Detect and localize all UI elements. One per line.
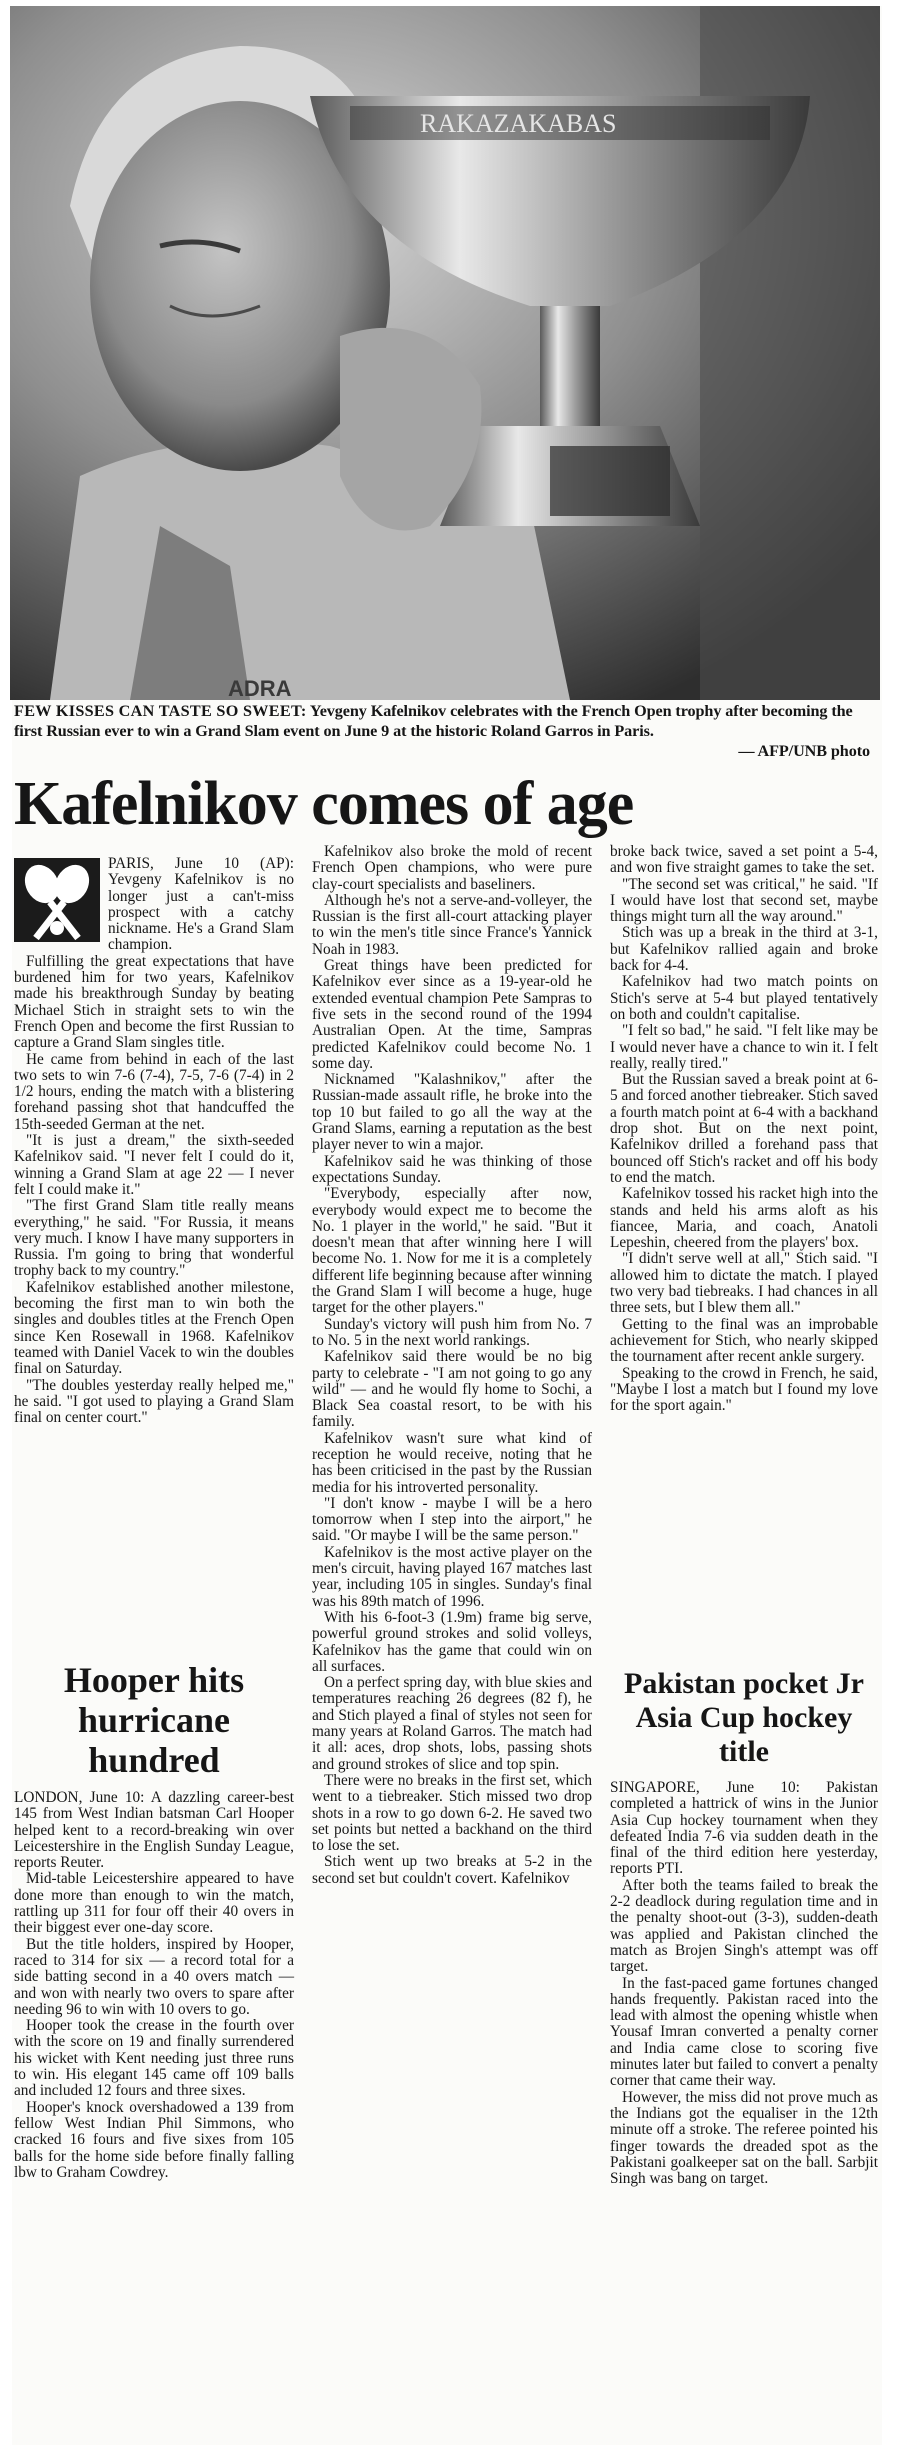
article-paragraph: There were no breaks in the first set, which went to a tiebreaker. Stich missed two drop shots in a row to go down 6-2. He saved two set points but netted a backhand on the third to lose the set.	[312, 1771, 592, 1855]
pakistan-paragraph: After both the teams failed to break the 2-2 deadlock during regulation time and in the penalty shoot-out (3-3), sudden-death was applied and Pakistan clinched the match as Brojen Singh's attempt was off target.	[610, 1876, 878, 1976]
hooper-headline: Hooper hits hurricane hundred	[63, 1660, 245, 1780]
article-paragraph: Stich went up two breaks at 5-2 in the second set but couldn't covert. Kafelnikov	[312, 1853, 592, 1887]
pakistan-headline: Pakistan pocket Jr Asia Cup hockey title	[624, 1667, 864, 1768]
crossed-tennis-rackets-icon	[14, 858, 100, 942]
article-paragraph: Stich was up a break in the third at 3-1, but Kafelnikov rallied again and broke back for 4-4.	[610, 924, 878, 975]
hooper-paragraph: LONDON, June 10: A dazzling career-best 145 from West Indian batsman Carl Hooper helped kent to a record-breaking win over Leicestershire in the English Sunday League, reports Reuter.	[14, 1789, 294, 1872]
article-paragraph: Kafelnikov is the most active player on the men's circuit, having played 167 matches last year, including 105 in singles. Sunday's final was his 89th match of 1996.	[312, 1543, 592, 1610]
pakistan-paragraph: SINGAPORE, June 10: Pakistan completed a hattrick of wins in the Junior Asia Cup hockey tournament when they defeated India 7-6 via sudden death in the final of the third edition here yesterday, reports PTI.	[610, 1779, 878, 1878]
article-paragraph: Nicknamed "Kalashnikov," after the Russian-made assault rifle, he broke into the top 10 but failed to go all the way at the Grand Slams, earning a reputation as the best player never to win a major.	[312, 1071, 592, 1154]
article-column-2	[312, 844, 592, 1887]
photo-caption	[14, 701, 876, 761]
article-paragraph: Kafelnikov tossed his racket high into the stands and held his arms aloft as his fiancee, Maria, and coach, Anatoli Lepeshin, cheered from the players' box.	[610, 1185, 878, 1252]
pakistan-paragraph: However, the miss did not prove much as the Indians got the equaliser in the 12th minute off a stroke. The referee pointed his finger towards the dreaded spot as the Pakistani goalkeeper sat on the ball. Sarbjit Singh was bang on target.	[610, 2088, 878, 2188]
article-paragraph: "Everybody, especially after now, everybody would expect me to become the No. 1 player in the world," he said. "But it doesn't mean that after winning here I will become No. 1. Now for me it is a completely different life beginning because after winning the Grand Slam I will become a huge, huge target for the other players."	[312, 1185, 592, 1317]
article-paragraph: Kafelnikov said he was thinking of those expectations Sunday.	[312, 1152, 592, 1186]
hooper-article	[14, 1790, 294, 2181]
hooper-paragraph: Hooper's knock overshadowed a 139 from fellow West Indian Phil Simmons, who cracked 16 fours and five sixes from 105 balls for the home side before finally falling lbw to Graham Cowdrey.	[14, 2098, 294, 2181]
main-headline: Kafelnikov comes of age	[14, 770, 634, 838]
article-paragraph: Although he's not a serve-and-volleyer, the Russian is the first all-court attacking player to win the men's title since France's Yannick Noah in 1983.	[312, 891, 592, 958]
caption-lead: FEW KISSES CAN TASTE SO SWEET:	[14, 702, 307, 720]
article-column-3	[610, 844, 878, 1414]
article-paragraph: broke back twice, saved a set point a 5-4, and won five straight games to take the set.	[610, 843, 878, 877]
article-paragraph: He came from behind in each of the last two sets to win 7-6 (7-4), 7-5, 7-6 (7-4) in 2 1/2 hours, ending the match with a blistering forehand passing shot that handcuffed the 15th-seeded German at the net.	[14, 1050, 294, 1133]
article-paragraph: PARIS, June 10 (AP): Yevgeny Kafelnikov is no longer just a can't-miss prospect with a catchy nickname. He's a Grand Slam champion.	[108, 855, 294, 954]
article-paragraph: "I didn't serve well at all," Stich said. "I allowed him to dictate the match. I played two very bad tiebreaks. I had chances in all three sets, but I blew them all."	[610, 1250, 878, 1317]
article-paragraph: "I felt so bad," he said. "I felt like may be I would never have a chance to win it. I felt really, really tired."	[610, 1022, 878, 1072]
article-paragraph: Kafelnikov established another milestone, becoming the first man to win both the singles and doubles titles at the French Open since Ken Rosewall in 1968. Kafelnikov teamed with Daniel Vacek to win the doubles final on Saturday.	[14, 1278, 294, 1378]
article-column-1	[14, 856, 294, 1426]
article-paragraph: "The first Grand Slam title really means everything," he said. "For Russia, it means very much. I know I have many supporters in Russia. I'm going to bring that wonderful trophy back to my country."	[14, 1197, 294, 1280]
trophy-engraving: RAKAZAKABAS	[420, 109, 617, 138]
article-paragraph: Great things have been predicted for Kafelnikov ever since as a 19-year-old he extended eventual champion Pete Sampras to five sets in the second round of the 1994 Australian Open. At the time, Sampras predicted Kafelnikov could become No. 1 some day.	[312, 957, 592, 1072]
article-paragraph: Kafelnikov wasn't sure what kind of reception he would receive, noting that he has been criticised in the past by the Russian media for his introverted personality.	[312, 1429, 592, 1496]
article-paragraph: With his 6-foot-3 (1.9m) frame big serve, powerful ground strokes and solid volleys, Kafelnikov has the game that could win on all surfaces.	[312, 1608, 592, 1675]
article-paragraph: Kafelnikov said there would be no big party to celebrate - "I am not going to go any wild" — and he would fly home to Sochi, a Black Sea coastal resort, to be with his family.	[312, 1348, 592, 1431]
article-paragraph: Fulfilling the great expectations that have burdened him for two years, Kafelnikov made his breakthrough Sunday by beating Michael Stich in straight sets to win the French Open and become the first Russian to capture a Grand Slam singles title.	[14, 952, 294, 1052]
article-paragraph: Kafelnikov also broke the mold of recent French Open champions, who were pure clay-court specialists and baseliners.	[312, 843, 592, 893]
shirt-logo: ADRA	[228, 676, 292, 700]
article-paragraph: Getting to the final was an improbable achievement for Stich, who nearly skipped the tournament after recent ankle surgery.	[610, 1315, 878, 1366]
article-paragraph: Speaking to the crowd in French, he said, "Maybe I lost a match but I found my love for the sport again."	[610, 1364, 878, 1415]
pakistan-article	[610, 1780, 878, 2187]
article-paragraph: But the Russian saved a break point at 6-5 and forced another tiebreaker. Stich saved a fourth match point at 6-4 with a backhand drop shot. But on the next point, Kafelnikov drilled a forehand pass that bounced off Stich's racket and off his body to end the match.	[610, 1071, 879, 1186]
article-paragraph: Kafelnikov had two match points on Stich's serve at 5-4 but played tentatively on both and couldn't capitalise.	[610, 973, 878, 1023]
hooper-paragraph: Mid-table Leicestershire appeared to have done more than enough to win the match, rattling up 311 for four off their 40 overs in their biggest ever one-day score.	[14, 1870, 294, 1937]
caption-text: Yevgeny Kafelnikov celebrates with the French Open trophy after becoming the first Russian ever to win a Grand Slam event on June 9 at the historic Roland Garros in Paris.	[14, 702, 853, 740]
article-paragraph: Sunday's victory will push him from No. 7 to No. 5 in the next world rankings.	[312, 1315, 592, 1349]
pakistan-paragraph: In the fast-paced game fortunes changed hands frequently. Pakistan raced into the lead with almost the opening whistle when Yousaf Imran converted a penalty corner and India came close to scoring five minutes later but failed to convert a penalty corner that came their way.	[610, 1974, 878, 2090]
article-paragraph: "The second set was critical," he said. "If I would have lost that second set, maybe things might turn all the way around."	[610, 875, 878, 926]
article-paragraph: "It is just a dream," the sixth-seeded Kafelnikov said. "I never felt I could do it, winning a Grand Slam at age 22 — I never felt I could make it."	[14, 1132, 294, 1198]
kafelnikov-trophy-photo	[10, 6, 880, 700]
photo-credit: — AFP/UNB photo	[738, 742, 870, 760]
photo-illustration	[10, 6, 880, 700]
article-paragraph: On a perfect spring day, with blue skies and temperatures reaching 26 degrees (82 f), he and Stich played a final of styles not seen for many years at Roland Garros. The match had it all: aces, drop shots, lobs, passing shots and ground strokes of slice and top spin.	[312, 1674, 592, 1773]
article-paragraph: "I don't know - maybe I will be a hero tomorrow when I step into the airport," he said. "Or maybe I will be the same person."	[312, 1494, 592, 1545]
article-paragraph: "The doubles yesterday really helped me," he said. "I got used to playing a Grand Slam final on center court."	[14, 1376, 294, 1427]
hooper-paragraph: But the title holders, inspired by Hooper, raced to 314 for six — a record total for a side batting second in a 40 overs match — and won with nearly two overs to spare after needing 96 to win with 10 overs to go.	[14, 1935, 294, 2018]
hooper-paragraph: Hooper took the crease in the fourth over with the score on 19 and finally surrendered his wicket with Kent needing just three runs to win. His elegant 145 came off 109 balls and included 12 fours and three sixes.	[14, 2017, 294, 2100]
